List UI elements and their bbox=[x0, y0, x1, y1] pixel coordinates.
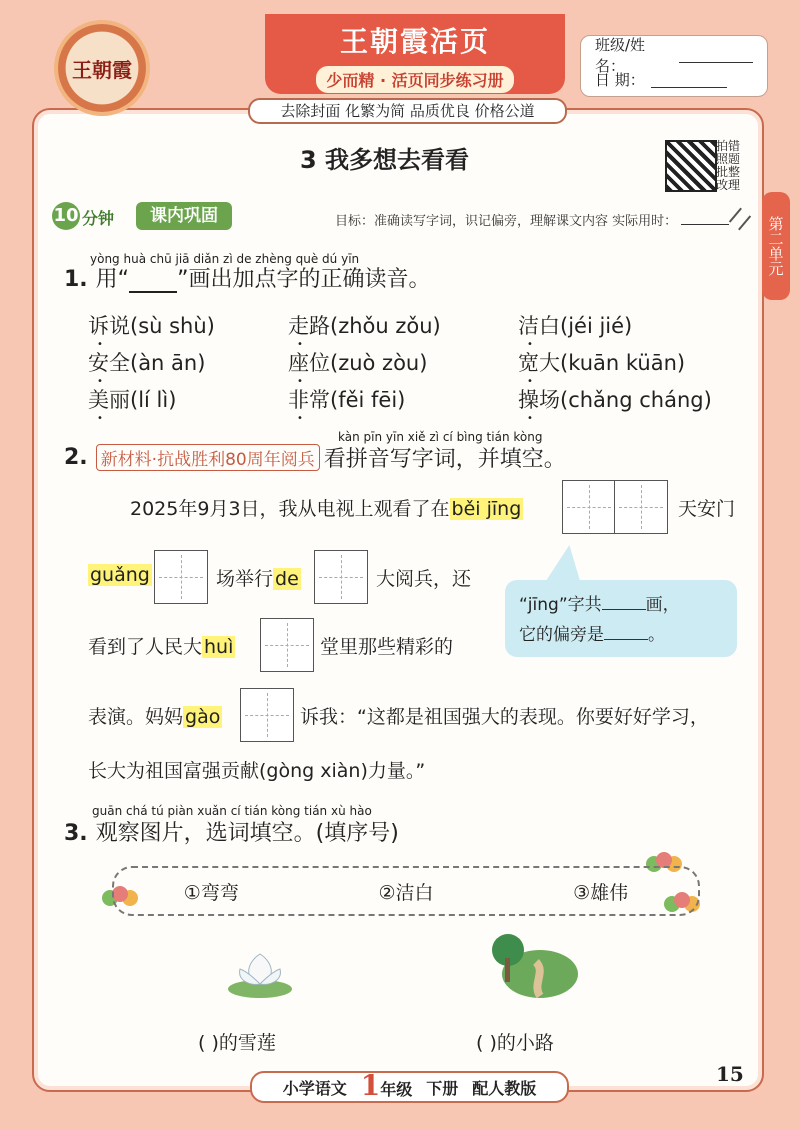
q2-line3-before: 看到了人民大 bbox=[88, 636, 203, 658]
student-info-box bbox=[580, 35, 768, 97]
question-1-text-before: 用“ bbox=[95, 267, 130, 292]
footer-band bbox=[250, 1071, 569, 1103]
pinyin-hui: huì bbox=[204, 636, 234, 658]
bubble-line1-end: 画， bbox=[645, 595, 680, 615]
q2-line1-after: 天安门 bbox=[678, 498, 736, 520]
q2-line3-after: 堂里那些精彩的 bbox=[320, 636, 454, 658]
bubble-line1-text: “jīng”字共 bbox=[519, 595, 602, 615]
q1-item[interactable]: 洁白(jéi jié) • bbox=[518, 308, 738, 345]
banner-minutes: 分钟 bbox=[82, 209, 115, 228]
bubble-line2-end: 。 bbox=[648, 625, 665, 645]
goal-text: 目标：准确读写字词，识记偏旁，理解课文内容 实际用时： bbox=[335, 214, 678, 229]
class-name-row bbox=[595, 35, 753, 75]
grade-number: 1 bbox=[360, 1069, 381, 1102]
pinyin-guang: guǎng bbox=[90, 564, 150, 586]
question-2-title bbox=[64, 442, 566, 473]
footer-grade bbox=[360, 1069, 413, 1102]
question-1-number: 1. bbox=[64, 267, 88, 292]
section-banner bbox=[52, 202, 232, 230]
q1-item[interactable]: 美丽(lí lì) • bbox=[88, 382, 288, 419]
brand-banner bbox=[265, 14, 565, 94]
q2-line1-text: 2025年9月3日，我从电视上观看了在 bbox=[130, 498, 450, 520]
q2-line4-before: 表演。妈妈 bbox=[88, 706, 184, 728]
word-options-box bbox=[112, 866, 700, 916]
q2-pinyin: kàn pīn yīn xiě zì cí bìng tián kòng bbox=[338, 430, 543, 444]
q2-line2-after: 大阅兵，还 bbox=[376, 568, 472, 590]
question-3-title bbox=[64, 816, 399, 847]
question-3-instruction: 观察图片，选词填空。(填序号) bbox=[95, 821, 399, 846]
writing-box-gao[interactable] bbox=[240, 688, 294, 742]
caption-small-path: ( )的小路 bbox=[476, 1032, 554, 1054]
q2-line4-after: 诉我：“这都是祖国强大的表现。你要好好学习， bbox=[300, 706, 709, 728]
snow-lotus-icon bbox=[215, 934, 305, 1004]
q1-item[interactable]: 宽大(kuān küān) • bbox=[518, 345, 738, 382]
q2-line4-wrap bbox=[88, 702, 222, 729]
writing-box-guang[interactable] bbox=[154, 550, 208, 604]
q3-pinyin: guān chá tú piàn xuǎn cí tián kòng tián xù hào bbox=[92, 804, 372, 818]
caption-snow-lotus: ( )的雪莲 bbox=[198, 1032, 276, 1054]
unit-tab: 第二单元 bbox=[762, 192, 790, 300]
question-1-text-after: ”画出加点字的正确读音。 bbox=[177, 267, 431, 292]
grade-word: 年级 bbox=[380, 1080, 413, 1099]
brand-title: 王朝霞活页 bbox=[339, 25, 490, 58]
qr-code-icon[interactable] bbox=[665, 140, 717, 192]
q2-line1 bbox=[130, 494, 523, 521]
slogan: 去除封面 化繁为简 品质优良 价格公道 bbox=[248, 98, 567, 124]
date-label: 日 期： bbox=[595, 71, 645, 89]
q1-item[interactable]: 操场(chǎng cháng) • bbox=[518, 382, 738, 419]
q1-item[interactable]: 走路(zhǒu zǒu) • bbox=[288, 308, 518, 345]
question-3-number: 3. bbox=[64, 821, 88, 846]
bubble-line1 bbox=[519, 590, 723, 620]
class-name-field[interactable] bbox=[679, 46, 753, 63]
new-material-tag: 新材料·抗战胜利80周年阅兵 bbox=[96, 444, 320, 471]
publisher-logo bbox=[58, 24, 146, 112]
q1-pinyin: yòng huà chū jiā diǎn zì de zhèng què dú yīn bbox=[90, 252, 360, 266]
question-1-title bbox=[64, 262, 430, 293]
writing-box-de[interactable] bbox=[314, 550, 368, 604]
radical-blank[interactable] bbox=[604, 623, 648, 640]
q2-line3-wrap bbox=[88, 632, 235, 659]
underline-example bbox=[129, 269, 177, 293]
bubble-line2 bbox=[519, 620, 723, 650]
date-field[interactable] bbox=[651, 71, 727, 88]
option-jiebai[interactable]: ②洁白 bbox=[378, 881, 434, 904]
q2-line2-mid-wrap bbox=[216, 564, 301, 591]
q1-item[interactable]: 安全(àn ān) • bbox=[88, 345, 288, 382]
pinyin-beijing: běi jīng bbox=[451, 498, 522, 520]
timer-icon: 10 bbox=[52, 202, 80, 230]
lesson-title: 3 我多想去看看 bbox=[300, 146, 470, 174]
qr-label: 拍错照题批整改理 bbox=[716, 139, 741, 192]
footer-volume: 下册 bbox=[426, 1078, 459, 1098]
option-wanwan[interactable]: ①弯弯 bbox=[183, 881, 239, 904]
path-landscape-icon bbox=[480, 932, 580, 1002]
question-2-number: 2. bbox=[64, 445, 88, 470]
writing-box-hui[interactable] bbox=[260, 618, 314, 672]
q2-line5: 长大为祖国富强贡献(gòng xiàn)力量。” bbox=[88, 760, 426, 782]
pinyin-de: de bbox=[275, 568, 299, 590]
option-xiongwei[interactable]: ③雄伟 bbox=[573, 881, 629, 904]
learning-goal bbox=[335, 210, 729, 229]
speech-bubble-tail bbox=[545, 545, 588, 583]
writing-box-jing[interactable] bbox=[614, 480, 668, 534]
stroke-count-blank[interactable] bbox=[602, 593, 646, 610]
page-number: 15 bbox=[716, 1062, 744, 1086]
q1-item[interactable]: 座位(zuò zòu) • bbox=[288, 345, 518, 382]
footer-subject: 小学语文 bbox=[282, 1078, 347, 1098]
q1-item[interactable]: 非常(fěi fēi) • bbox=[288, 382, 518, 419]
brand-subtitle: 少而精 · 活页同步练习册 bbox=[316, 66, 513, 93]
pinyin-guang-wrap bbox=[88, 564, 152, 586]
bubble-line2-text: 它的偏旁是 bbox=[519, 625, 604, 645]
writing-box-bei[interactable] bbox=[562, 480, 616, 534]
tip-bubble bbox=[505, 580, 737, 657]
pinyin-gao: gào bbox=[185, 706, 221, 728]
footer-edition: 配人教版 bbox=[472, 1078, 537, 1098]
logo-text: 王朝霞 bbox=[72, 57, 132, 82]
question-1-items bbox=[88, 308, 738, 419]
q2-line2-mid: 场举行 bbox=[216, 568, 274, 590]
date-row bbox=[595, 67, 753, 92]
banner-topic: 课内巩固 bbox=[136, 202, 232, 230]
time-used-field[interactable] bbox=[681, 212, 729, 225]
class-name-label: 班级/姓名： bbox=[595, 35, 646, 75]
q1-item[interactable]: 诉说(sù shù) • bbox=[88, 308, 288, 345]
question-2-instruction: 看拼音写字词，并填空。 bbox=[323, 447, 566, 472]
